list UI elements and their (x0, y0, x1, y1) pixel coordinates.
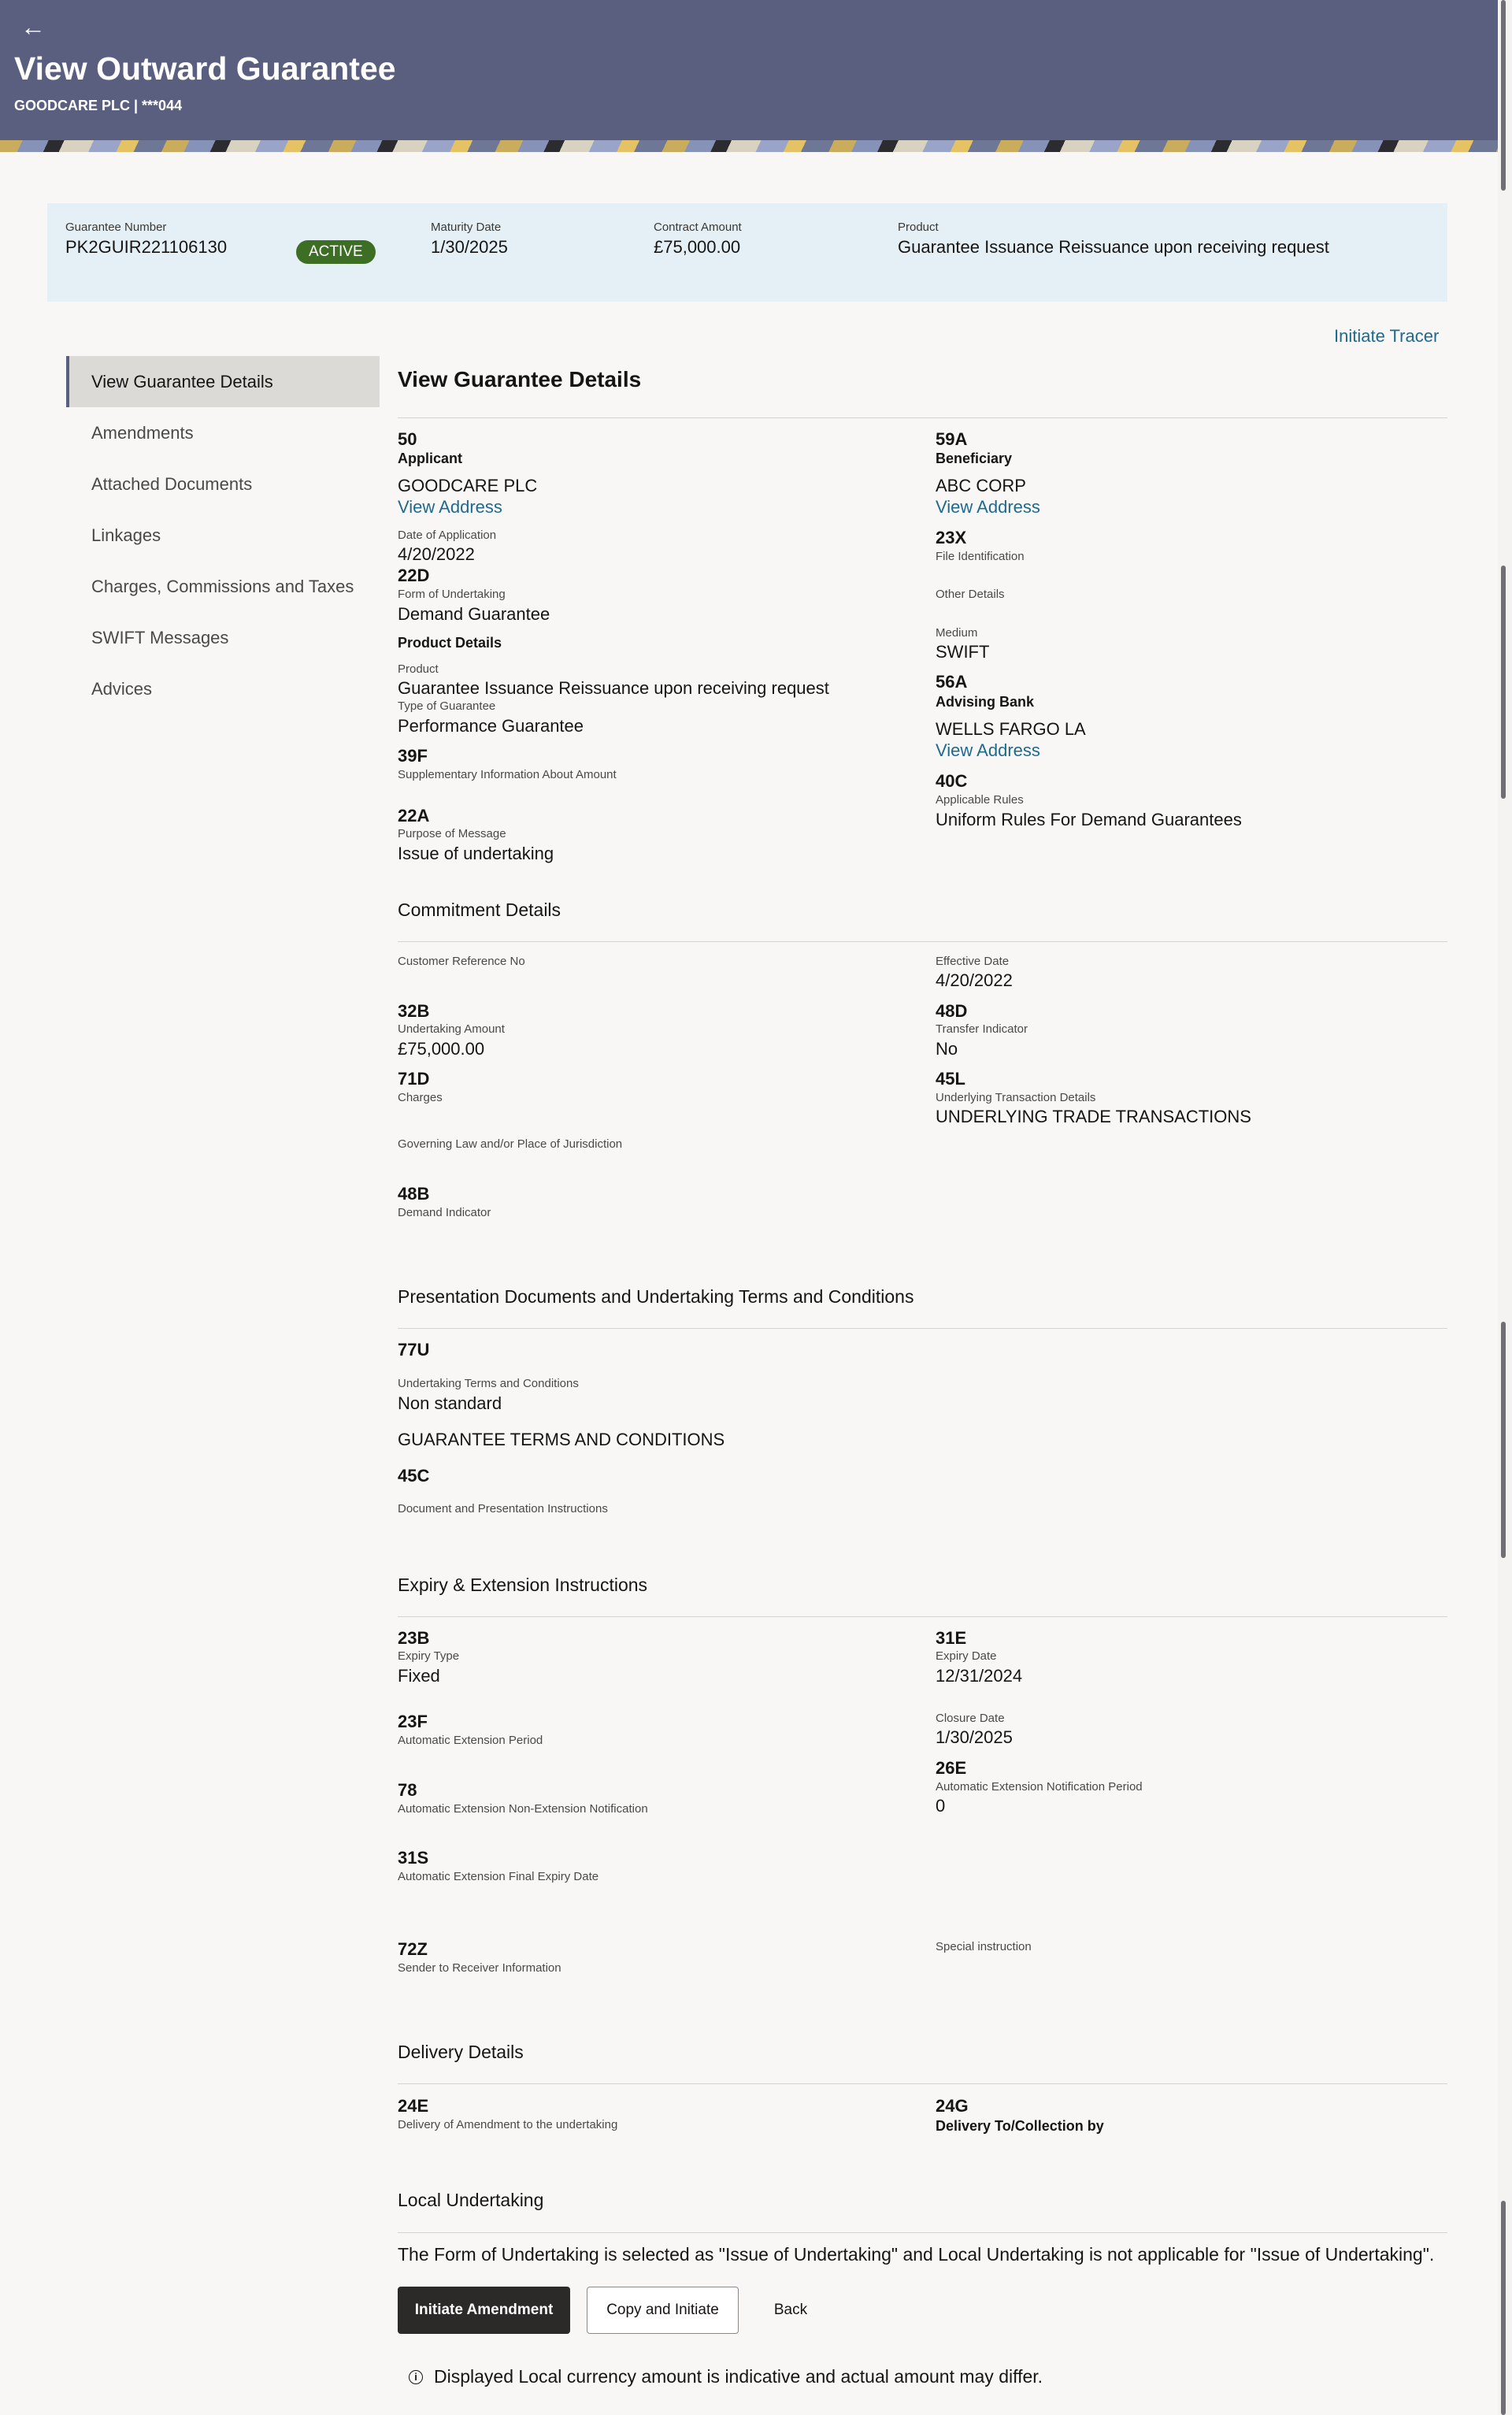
undertaking-amount-code: 32B (398, 1001, 430, 1021)
undertaking-amount-value: £75,000.00 (398, 1039, 485, 1059)
applicant-view-address-link[interactable]: View Address (398, 497, 502, 517)
applicant-value: GOODCARE PLC (398, 476, 538, 495)
product-label: Product (898, 221, 939, 234)
contract-amount-value: £75,000.00 (654, 237, 741, 257)
back-button[interactable]: Back (759, 2287, 822, 2334)
charges-label: Charges (398, 1091, 443, 1104)
rules-label: Applicable Rules (936, 793, 1024, 807)
sidebar-item-linkages[interactable]: Linkages (91, 525, 161, 545)
form-of-undertaking-label: Form of Undertaking (398, 588, 506, 601)
underlying-label: Underlying Transaction Details (936, 1091, 1096, 1104)
closure-date-label: Closure Date (936, 1712, 1005, 1725)
guarantee-number-value: PK2GUIR221106130 (65, 237, 228, 257)
disclaimer-text: Displayed Local currency amount is indicative and actual amount may differ. (434, 2366, 1043, 2387)
scrollbar-track[interactable] (1498, 0, 1512, 2415)
currency-disclaimer (409, 2366, 1043, 2387)
terms-value: Non standard (398, 1393, 502, 1413)
advising-bank-code: 56A (936, 672, 968, 692)
non-extension-code: 78 (398, 1780, 417, 1800)
transfer-indicator-code: 48D (936, 1001, 968, 1021)
type-of-guarantee-value: Performance Guarantee (398, 716, 584, 736)
product-value: Guarantee Issuance Reissuance upon receiving request (898, 237, 1329, 257)
sidebar-item-view-guarantee-details[interactable]: View Guarantee Details (66, 356, 380, 407)
expiry-date-label: Expiry Date (936, 1649, 997, 1663)
divider (398, 1328, 1447, 1329)
effective-date-label: Effective Date (936, 955, 1010, 968)
underlying-code: 45L (936, 1069, 965, 1089)
section-heading-expiry: Expiry & Extension Instructions (398, 1575, 648, 1595)
section-heading-local-undertaking: Local Undertaking (398, 2190, 544, 2210)
expiry-date-value: 12/31/2024 (936, 1666, 1023, 1686)
sender-info-code: 72Z (398, 1939, 428, 1959)
notification-period-value: 0 (936, 1796, 946, 1816)
detail-product-value: Guarantee Issuance Reissuance upon receiving request (398, 678, 829, 698)
page-title: View Outward Guarantee (14, 50, 396, 87)
section-heading-commitment: Commitment Details (398, 900, 561, 920)
beneficiary-value: ABC CORP (936, 476, 1026, 495)
underlying-value: UNDERLYING TRADE TRANSACTIONS (936, 1107, 1251, 1126)
delivery-to-label: Delivery To/Collection by (936, 2118, 1104, 2134)
rules-code: 40C (936, 771, 968, 791)
maturity-date-label: Maturity Date (431, 221, 502, 234)
scrollbar-thumb[interactable] (1501, 2201, 1506, 2415)
auto-ext-period-label: Automatic Extension Period (398, 1734, 543, 1747)
scrollbar-thumb[interactable] (1501, 0, 1506, 191)
transfer-indicator-value: No (936, 1039, 958, 1059)
section-heading-delivery: Delivery Details (398, 2042, 524, 2062)
guarantee-number-field (65, 221, 227, 258)
sidebar-item-swift-messages[interactable]: SWIFT Messages (91, 628, 229, 647)
closure-date-value: 1/30/2025 (936, 1727, 1013, 1747)
main-content (398, 0, 1447, 2415)
divider (398, 1616, 1447, 1617)
expiry-date-code: 31E (936, 1628, 967, 1648)
purpose-label: Purpose of Message (398, 827, 506, 840)
beneficiary-code: 59A (936, 429, 968, 449)
divider (398, 941, 1447, 942)
form-of-undertaking-value: Demand Guarantee (398, 604, 550, 624)
initiate-tracer-link[interactable]: Initiate Tracer (1334, 326, 1440, 346)
other-details-label: Other Details (936, 588, 1005, 601)
beneficiary-label: Beneficiary (936, 451, 1013, 466)
final-expiry-code: 31S (398, 1848, 429, 1868)
form-code: 22D (398, 566, 430, 585)
final-expiry-label: Automatic Extension Final Expiry Date (398, 1870, 599, 1883)
special-instruction-label: Special instruction (936, 1940, 1032, 1953)
initiate-amendment-button[interactable]: Initiate Amendment (398, 2287, 570, 2334)
expiry-type-label: Expiry Type (398, 1649, 460, 1663)
type-of-guarantee-label: Type of Guarantee (398, 699, 496, 713)
advising-bank-value: WELLS FARGO LA (936, 719, 1086, 739)
local-undertaking-note: The Form of Undertaking is selected as "Issue of Undertaking" and Local Undertaking is not applicable for "Issue of Undertaking". (398, 2244, 1435, 2265)
doc-instructions-code: 45C (398, 1466, 430, 1486)
advising-bank-label: Advising Bank (936, 694, 1035, 710)
delivery-amendment-label: Delivery of Amendment to the undertaking (398, 2118, 618, 2131)
divider (398, 2232, 1447, 2233)
sidebar-item-charges[interactable]: Charges, Commissions and Taxes (91, 577, 354, 596)
section-heading-guarantee-details: View Guarantee Details (398, 367, 642, 391)
section-heading-presentation: Presentation Documents and Undertaking Terms and Conditions (398, 1286, 914, 1307)
advising-bank-view-address-link[interactable]: View Address (936, 740, 1040, 760)
terms-text: GUARANTEE TERMS AND CONDITIONS (398, 1430, 725, 1449)
date-of-application-label: Date of Application (398, 529, 497, 542)
maturity-date-value: 1/30/2025 (431, 237, 508, 257)
charges-code: 71D (398, 1069, 430, 1089)
expiry-type-code: 23B (398, 1628, 430, 1648)
notification-period-label: Automatic Extension Notification Period (936, 1780, 1143, 1794)
guarantee-number-label: Guarantee Number (65, 221, 167, 234)
back-arrow-icon[interactable]: ← (20, 13, 46, 41)
sidebar-nav (66, 356, 380, 714)
purpose-code: 22A (398, 806, 430, 825)
file-id-label: File Identification (936, 550, 1025, 563)
expiry-type-value: Fixed (398, 1666, 440, 1686)
status-badge: ACTIVE (296, 240, 376, 264)
detail-product-label: Product (398, 662, 439, 676)
notification-period-code: 26E (936, 1758, 967, 1778)
sender-info-label: Sender to Receiver Information (398, 1961, 561, 1975)
sidebar-item-advices[interactable]: Advices (91, 679, 153, 699)
terms-code: 77U (398, 1340, 430, 1360)
governing-law-label: Governing Law and/or Place of Jurisdiction (398, 1137, 623, 1151)
applicant-code: 50 (398, 429, 417, 449)
demand-indicator-code: 48B (398, 1184, 430, 1204)
medium-label: Medium (936, 626, 978, 640)
non-extension-label: Automatic Extension Non-Extension Notification (398, 1802, 648, 1816)
demand-indicator-label: Demand Indicator (398, 1206, 491, 1219)
divider (398, 417, 1447, 418)
transfer-indicator-label: Transfer Indicator (936, 1022, 1028, 1036)
date-of-application-value: 4/20/2022 (398, 544, 475, 564)
sidebar-item-amendments[interactable]: Amendments (91, 423, 194, 443)
medium-value: SWIFT (936, 642, 990, 662)
purpose-value: Issue of undertaking (398, 844, 554, 863)
contract-amount-label: Contract Amount (654, 221, 742, 234)
sidebar-item-attached-documents[interactable]: Attached Documents (91, 474, 253, 494)
customer-reference-label: Customer Reference No (398, 955, 525, 968)
copy-and-initiate-button[interactable]: Copy and Initiate (587, 2287, 739, 2334)
scrollbar-thumb[interactable] (1501, 566, 1506, 799)
doc-instructions-label: Document and Presentation Instructions (398, 1502, 608, 1515)
file-id-code: 23X (936, 528, 967, 547)
applicant-label: Applicant (398, 451, 463, 466)
supp-info-code: 39F (398, 746, 428, 766)
page-subtitle: GOODCARE PLC | ***044 (14, 98, 183, 113)
divider (398, 2083, 1447, 2084)
delivery-amendment-code: 24E (398, 2096, 429, 2116)
undertaking-amount-label: Undertaking Amount (398, 1022, 505, 1036)
auto-ext-period-code: 23F (398, 1712, 428, 1731)
product-details-label: Product Details (398, 635, 502, 651)
delivery-to-code: 24G (936, 2096, 969, 2116)
info-icon: i (409, 2370, 423, 2384)
supp-info-label: Supplementary Information About Amount (398, 768, 617, 781)
effective-date-value: 4/20/2022 (936, 970, 1013, 990)
scrollbar-thumb[interactable] (1501, 1322, 1506, 1558)
rules-value: Uniform Rules For Demand Guarantees (936, 810, 1242, 829)
terms-label: Undertaking Terms and Conditions (398, 1377, 579, 1390)
beneficiary-view-address-link[interactable]: View Address (936, 497, 1040, 517)
